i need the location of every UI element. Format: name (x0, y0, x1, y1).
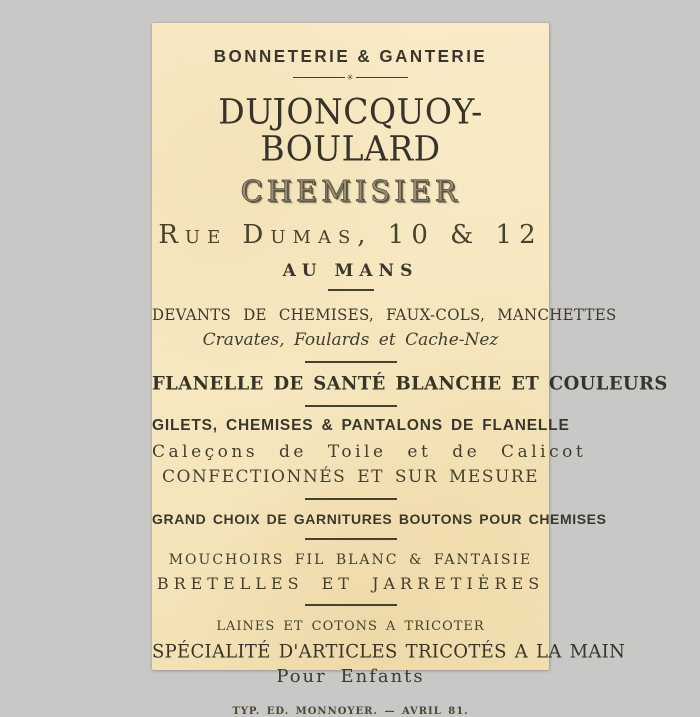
category-line: BONNETERIE & GANTERIE (213, 46, 488, 67)
section-handkerchiefs (152, 552, 549, 593)
divider-rule (305, 604, 397, 606)
divider-rule (305, 538, 397, 540)
section-flannel (152, 372, 668, 395)
address-line: Rue Dumas, 10 & 12 (158, 220, 543, 251)
profession-line: CHEMISIER (240, 174, 461, 209)
ornament-divider (152, 74, 549, 81)
product-line: FLANELLE DE SANTÉ BLANCHE ET COULEURS (152, 372, 668, 395)
city-line: AU MANS (282, 261, 419, 282)
section-buttons (152, 511, 607, 528)
printer-imprint-line: TYP. ED. MONNOYER. — AVRIL 81. (232, 706, 469, 717)
trade-card (152, 23, 668, 717)
product-line: LAINES ET COTONS A TRICOTER (216, 619, 485, 635)
section-garments (152, 417, 587, 488)
divider-rule (305, 498, 397, 500)
product-line: BRETELLES ET JARRETIÈRES (156, 574, 545, 594)
section-shirt-fronts (152, 305, 617, 351)
ornament-line-right (356, 77, 408, 79)
business-name: DUJONCQUOY-BOULARD (218, 90, 483, 169)
product-line: CONFECTIONNÉS ET SUR MESURE (161, 467, 540, 488)
product-line: GRAND CHOIX DE GARNITURES BOUTONS POUR CHEMISES (152, 511, 607, 528)
product-line: DEVANTS DE CHEMISES, FAUX-COLS, MANCHETTES (152, 305, 617, 325)
divider-rule (305, 405, 397, 407)
product-line: Caleçons de Toile et de Calicot (152, 442, 587, 463)
divider-rule-short (328, 289, 374, 291)
asterisk-ornament-icon: ✳ (346, 73, 355, 82)
product-line: Pour Enfants (276, 666, 425, 688)
product-line: MOUCHOIRS FIL BLANC & FANTAISIE (168, 552, 533, 569)
product-line: SPÉCIALITÉ D'ARTICLES TRICOTÉS A LA MAIN (152, 640, 626, 663)
ornament-line-left (293, 77, 345, 79)
product-line: Cravates, Foulards et Cache-Nez (202, 330, 499, 351)
product-line: GILETS, CHEMISES & PANTALONS DE FLANELLE (152, 417, 570, 435)
section-knitting (152, 619, 626, 688)
divider-rule (305, 361, 397, 363)
